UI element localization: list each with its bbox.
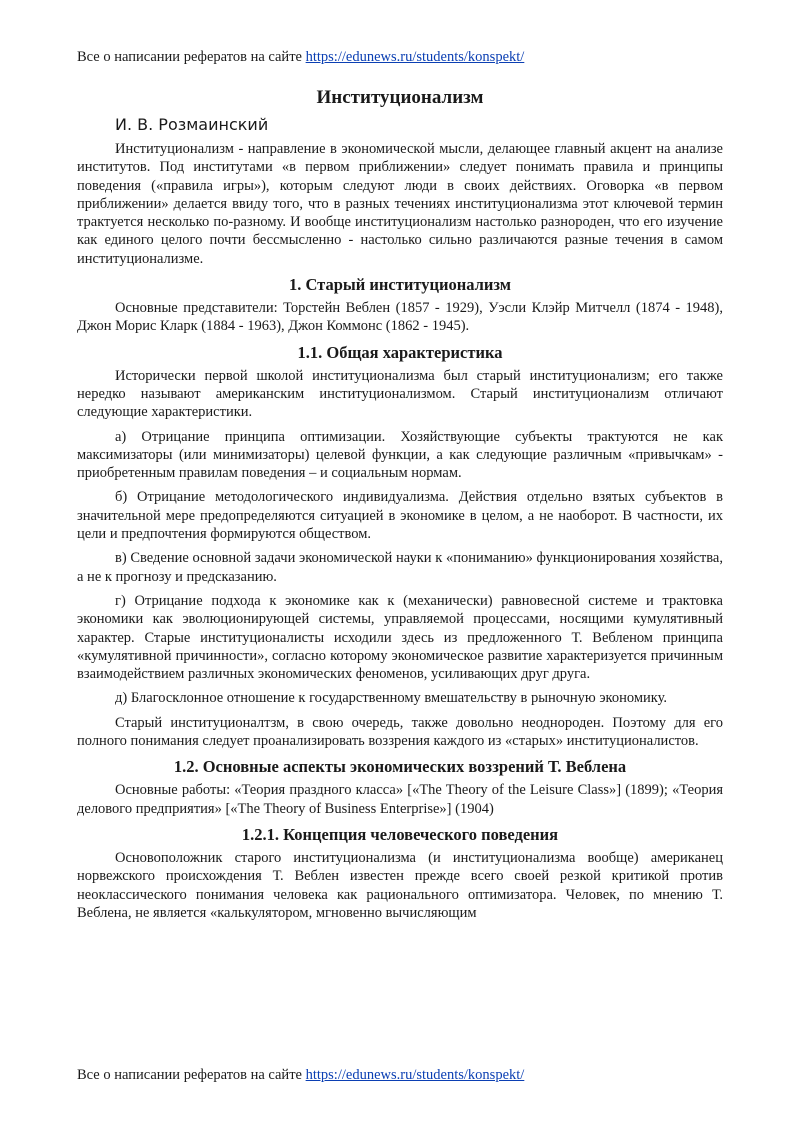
footer-link[interactable]: https://edunews.ru/students/konspekt/ — [305, 1067, 525, 1083]
section-1-1-paragraph-2: Старый институционалтзм, в свою очередь, также довольно неоднороден. Поэтому для его полного понимания следует проанализировать воззрения каждого из «старых» институционалистов. — [77, 714, 723, 750]
document-author: И. В. Розмаинский — [115, 115, 269, 134]
section-1-1-item-e: д) Благосклонное отношение к государственному вмешательству в рыночную экономику. — [115, 690, 668, 707]
footer-text: Все о написании рефератов на сайте — [77, 1067, 302, 1083]
section-1-1-item-c: в) Сведение основной задачи экономической науки к «пониманию» функционирования хозяйства, а не к прогнозу и предсказанию. — [77, 550, 723, 585]
section-1-1-heading: 1.1. Общая характеристика — [297, 342, 503, 362]
section-1-1-item-b: б) Отрицание методологического индивидуализма. Действия отдельно взятых субъектов в значительной мере предопределяются ситуацией в экономике в целом, а не наоборот. В частности, их цели и предпочтения формируются обществом. — [77, 489, 723, 543]
document-body — [77, 86, 723, 928]
header-link[interactable]: https://edunews.ru/students/konspekt/ — [305, 49, 525, 65]
document-title: Институционализм — [316, 87, 484, 108]
section-1-1-item-d: г) Отрицание подхода к экономике как к (механически) равновесной системе и трактовка экономики как эволюционирующей системы, управляемой процессами, носящими кумулятивный характер. Старые институционалисты исходили здесь из предложенного Т. Вебленом принципа «кумулятивной причинности», согласно которому экономическое развитие характеризуется причинным взаимодействием различных экономических феноменов, усиливающих друг друга. — [77, 592, 723, 683]
section-1-paragraph: Основные представители: Торстейн Веблен (1857 - 1929), Уэсли Клэйр Митчелл (1874 - 1948), Джон Морис Кларк (1884 - 1963), Джон Коммонс (1862 - 1945). — [77, 300, 723, 335]
section-1-2-heading: 1.2. Основные аспекты экономических воззрений Т. Веблена — [173, 757, 627, 777]
section-1-2-1-paragraph: Основоположник старого институционализма (и институционализма вообще) американец норвежского происхождения Т. Веблен известен прежде всего своей резкой критикой против неоклассического понимания человека как рационального оптимизатора. Человек, по мнению Т. Веблена, не является «калькулятором, мгновенно вычисляющим — [77, 849, 723, 921]
page-footer — [77, 1066, 727, 1084]
section-1-2-paragraph: Основные работы: «Теория праздного класса» [«The Theory of the Leisure Class»] (1899); «Теория делового предприятия» [«The Theory of Business Enterprise»] (1904) — [77, 782, 723, 817]
section-1-2-1-heading: 1.2.1. Концепция человеческого поведения — [241, 824, 559, 844]
section-1-1-item-a: а) Отрицание принципа оптимизации. Хозяйствующие субъекты трактуются не как максимизаторы (или минимизаторы) целевой функции, а как следующие различным «привычкам» - приобретенным правилам поведения – и социальным нормам. — [77, 428, 723, 482]
intro-paragraph: Институционализм - направление в экономической мысли, делающее главный акцент на анализе институтов. Под институтами «в первом приближении» следует понимать правила и принципы поведения («правила игры»), которым следуют люди в своих действиях. Оговорка «в первом приближении» делается ввиду того, что в разных течениях институционализма этот ключевой термин трактуется несколько по-разному. И вообще институционализм настолько разнороден, что его изучение как единого целого почти бессмысленно - настолько сильно различаются разные течения в самом институционализме. — [77, 141, 723, 267]
section-1-1-paragraph-1: Исторически первой школой институционализма был старый институционализм; его также нередко называют американским институционализмом. Старый институционализм отличают следующие характеристики. — [77, 367, 723, 421]
header-text: Все о написании рефератов на сайте — [77, 49, 302, 65]
section-1-heading: 1. Старый институционализм — [288, 275, 512, 295]
page-header — [77, 48, 727, 66]
